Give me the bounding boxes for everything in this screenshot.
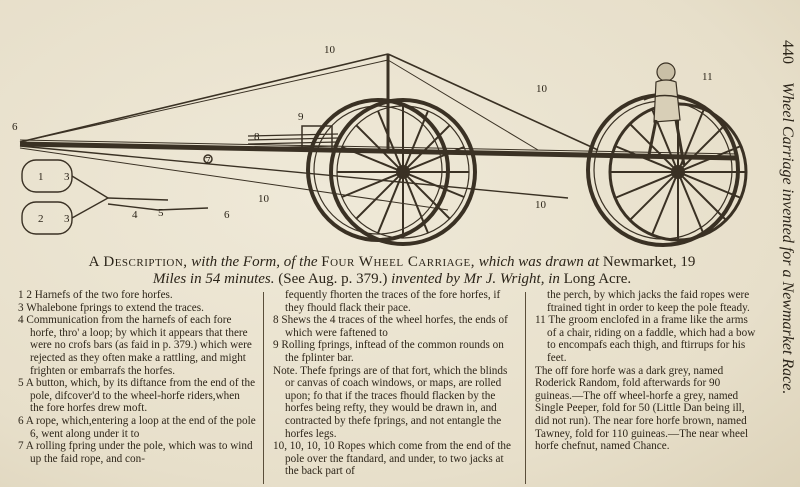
label-1: 1 [38,171,44,183]
item-7-continued: fequently fhorten the traces of the fore horfes, if they fhould flack their pace. [285,289,501,314]
caption-four-wheel: Four Wheel Carriage, [321,254,475,270]
text-column-3 [535,289,757,453]
label-8: 8 [254,131,260,143]
item-9: 9 Rolling fprings, inftead of the common rounds on the fplinter bar. [273,339,504,364]
label-2: 2 [38,213,44,225]
label-10-mid: 10 [536,83,547,95]
label-4: 4 [132,209,138,221]
caption-long-acre: Long Acre. [563,271,632,287]
caption-invented-by: invented by Mr J. Wright, in [391,271,560,287]
item-4: 4 Communication from the harnefs of each fore horfe, thro' a loop; by which it appears that there were no crofs bars (as faid in p. 379.) which were rejected as they often make a rattling, and might frighten or embarrafs the horfes. [18,314,252,377]
label-11: 11 [702,71,713,83]
carriage-engraving [8,40,748,250]
side-title: Wheel Carriage invented for a Newmarket Race. [779,82,796,395]
caption-with-form: with the Form, of the [191,254,318,270]
item-10-continued: the perch, by which jacks the faid ropes were ftrained tight in order to keep the pole fteady. [547,289,750,314]
item-7: 7 A rolling fpring under the pole, which was to wind up the faid rope, and con- [18,440,253,465]
figure-caption [18,254,766,288]
label-6-bottom: 6 [224,209,230,221]
item-5: 5 A button, which, by its diftance from the end of the pole, difcover'd to the wheel-horfe riders,when the fore horfes drew moft. [18,377,256,415]
column-rule-2 [525,292,526,484]
caption-a-description: A Description, [88,254,188,270]
caption-newmarket: Newmarket, 19 [602,254,696,270]
column-rule-1 [263,292,264,484]
note: Note. Thefe fprings are of that fort, which the blinds or canvas of coach windows, or maps, are rolled upon; fo that if the traces fhould flacken by the horfes being refty, they would be drawn in, and contracted by thefe fprings, and not entangle the horfes legs. [273,364,508,440]
label-10-bottom-right: 10 [535,199,546,211]
front-wheels [308,100,475,244]
item-8: 8 Shews the 4 traces of the wheel horfes, the ends of which were faftened to [273,314,508,339]
label-6-left: 6 [12,121,18,133]
text-column-1 [18,289,256,465]
item-3: 3 Whalebone fprings to extend the traces. [18,301,204,314]
label-10-top: 10 [324,44,335,56]
label-3a: 3 [64,171,70,183]
caption-miles: Miles in 54 minutes. [152,271,275,287]
label-5: 5 [158,207,164,219]
page-number: 440 [779,40,796,64]
label-3b: 3 [64,213,70,225]
horses-paragraph: The off fore horfe was a dark grey, named Roderick Random, fold afterwards for 90 guineas.—The off wheel-horfe a grey, named Single Peeper, fold for 50 (Little Dan being ill, did not run). The near fore horfe brown, named Tawney, fold for 110 guineas.—The near wheel horfe chefnut, named Chance. [535,364,749,453]
label-10-bottom-left: 10 [258,193,269,205]
label-7: 7 [205,155,211,167]
item-6: 6 A rope, which,entering a loop at the end of the pole 6, went along under it to [18,414,256,440]
item-1-2: 1 2 Harnefs of the two fore horfes. [18,289,173,301]
item-10: 10, 10, 10, 10 Ropes which come from the end of the pole over the ftandard, and under, to two jacks at the back part of [273,440,511,478]
caption-drawn-at: which was drawn at [478,254,600,270]
text-column-2 [273,289,517,478]
label-9: 9 [298,111,304,123]
item-11: 11 The groom enclofed in a frame like the arms of a chair, riding on a faddle, which had a bow to encompafs each thigh, and ftirrups for his feet. [535,314,756,364]
caption-see-aug: (See Aug. p. 379.) [278,271,388,287]
